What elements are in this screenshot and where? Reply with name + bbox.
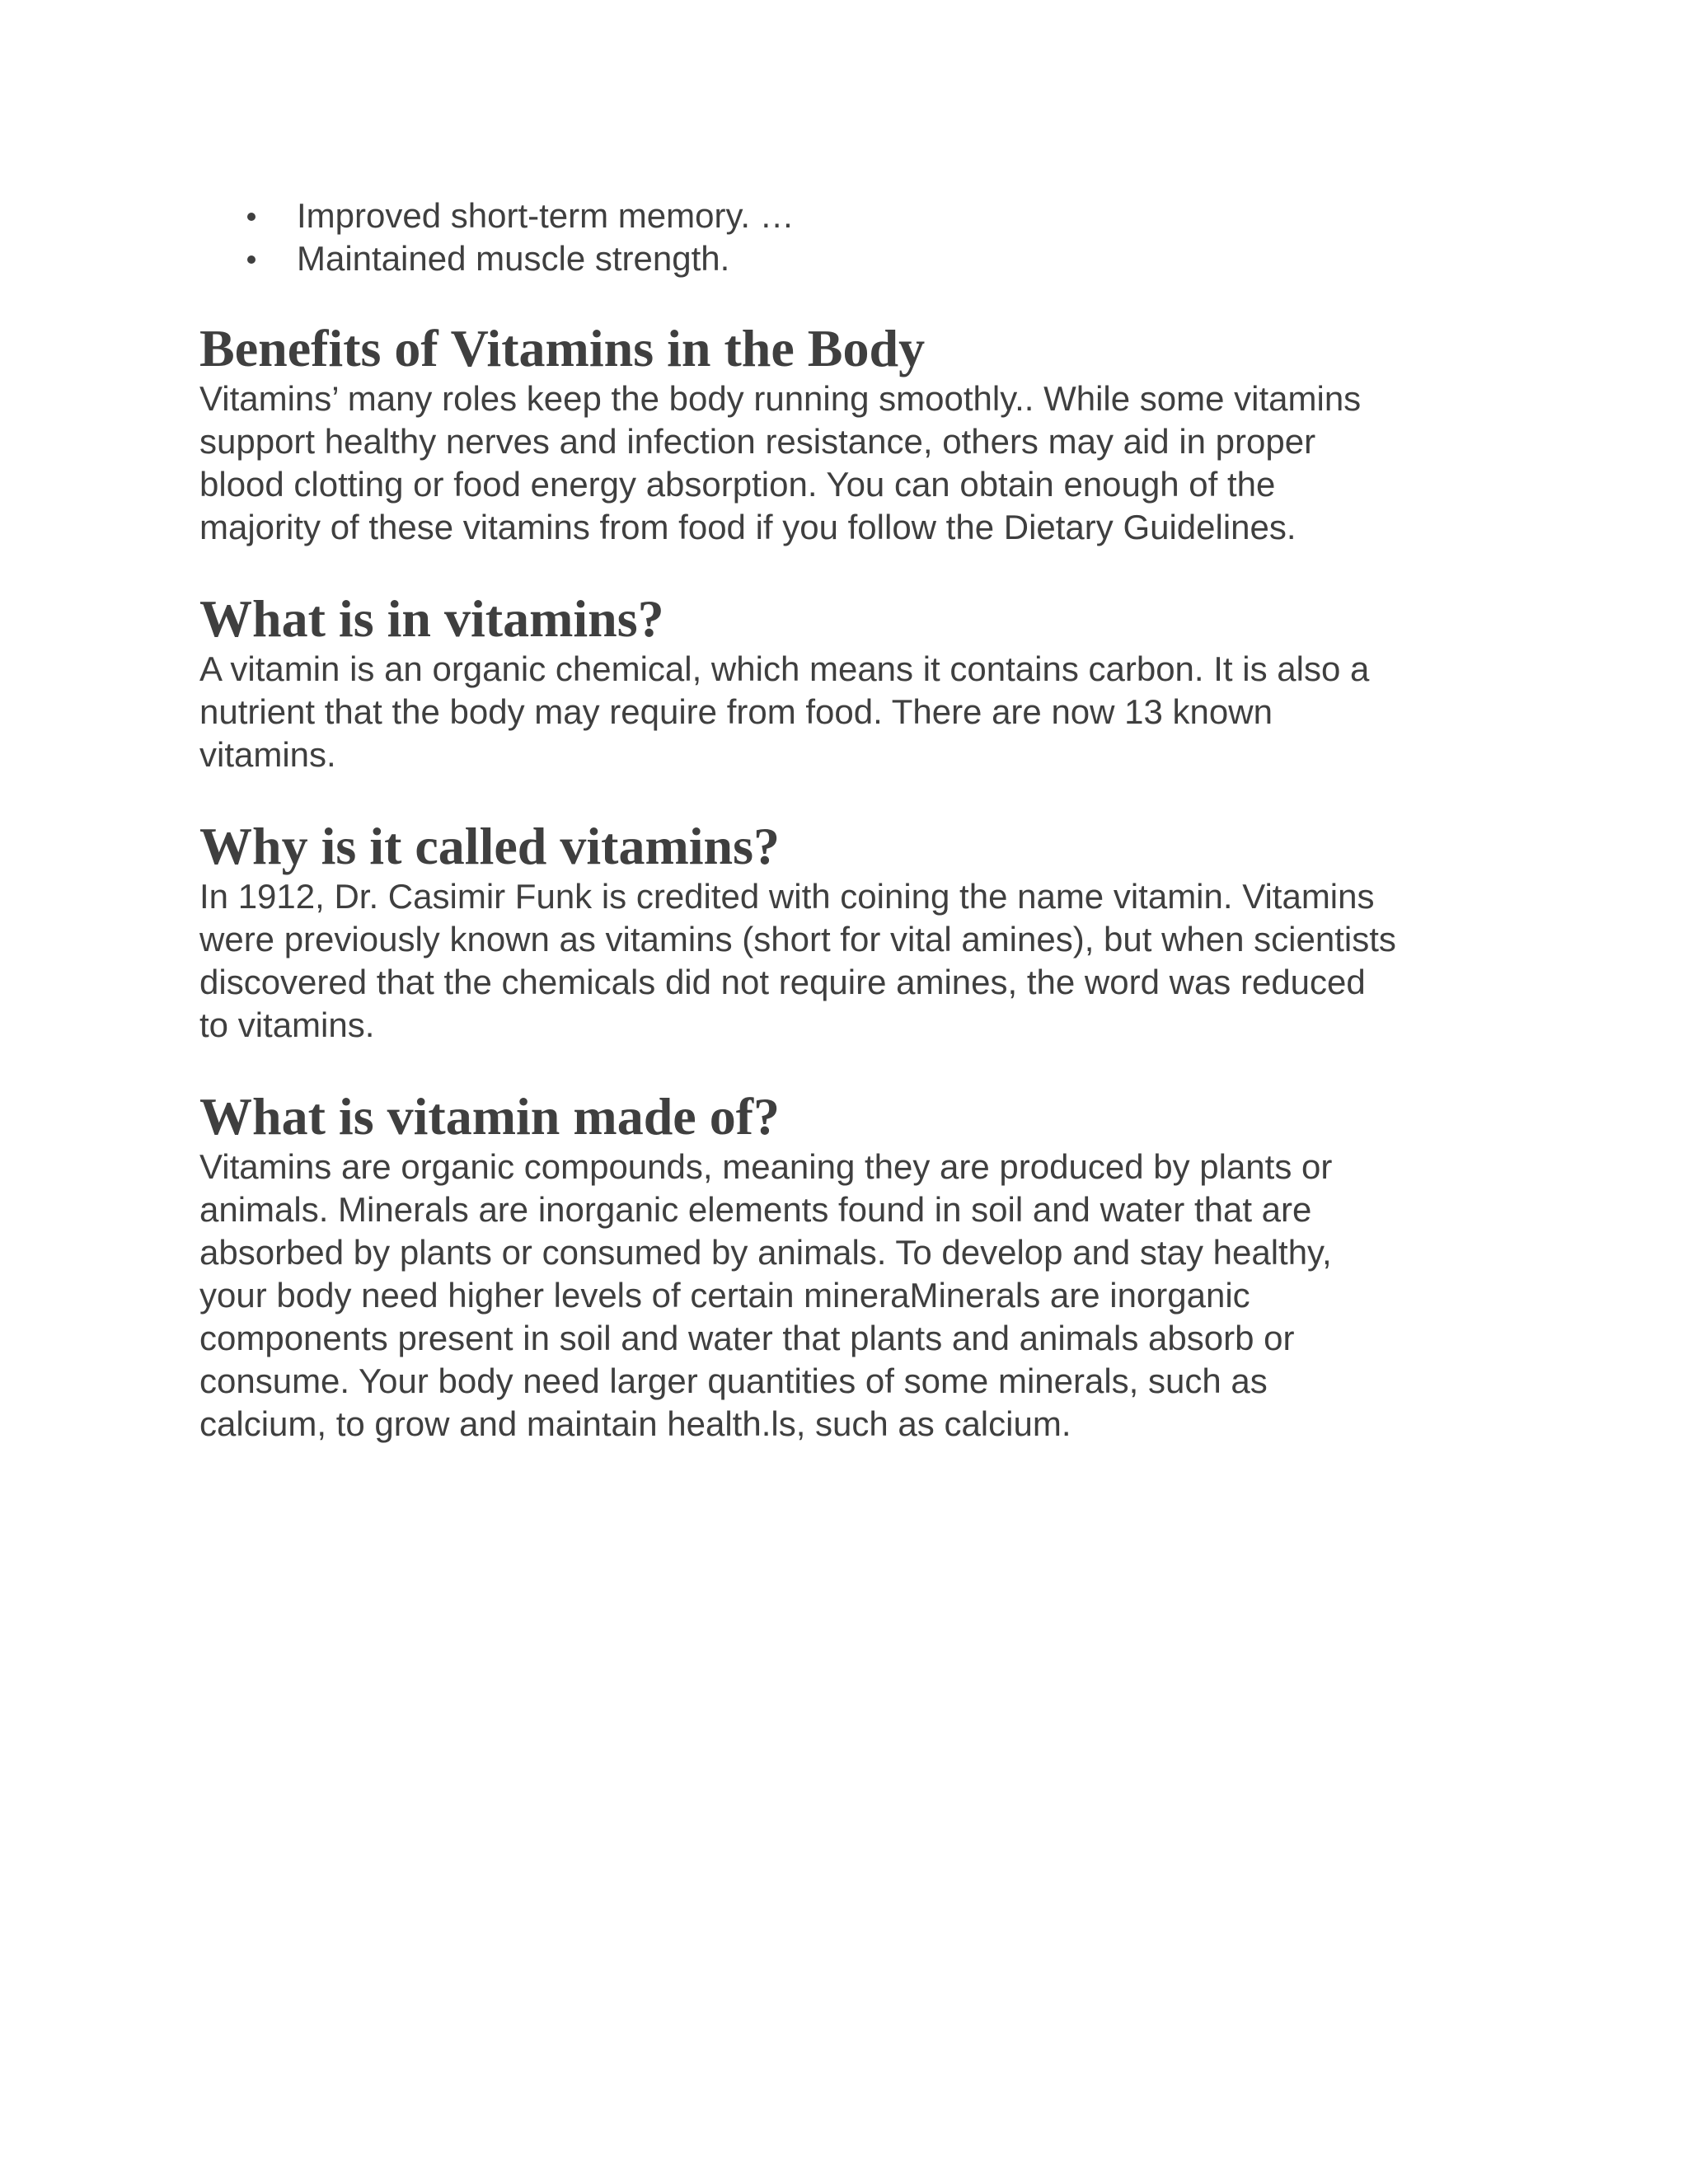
paragraph-line: A vitamin is an organic chemical, which means it contains carbon. It is also a: [199, 649, 1370, 688]
section-what-vitamin-made-of: [199, 1088, 1502, 1446]
paragraph-line: In 1912, Dr. Casimir Funk is credited with coining the name vitamin. Vitamins: [199, 877, 1375, 916]
paragraph-line: your body need higher levels of certain mineraMinerals are inorganic: [199, 1276, 1250, 1315]
section-heading: What is in vitamins?: [199, 589, 664, 648]
paragraph-line: were previously known as vitamins (short for vital amines), but when scientists: [199, 920, 1396, 958]
paragraph-line: vitamins.: [199, 735, 336, 774]
section-paragraph: [199, 875, 1502, 1047]
section-heading: Why is it called vitamins?: [199, 817, 781, 875]
list-item-text: Improved short-term memory. …: [297, 196, 795, 235]
paragraph-line: Vitamins’ many roles keep the body running smoothly.. While some vitamins: [199, 379, 1362, 418]
paragraph-line: consume. Your body need larger quantities of some minerals, such as: [199, 1361, 1268, 1400]
document-body: [199, 194, 1502, 1446]
list-item: [199, 237, 1502, 280]
paragraph-line: calcium, to grow and maintain health.ls, such as calcium.: [199, 1404, 1071, 1443]
benefits-bullet-list: [199, 194, 1502, 280]
paragraph-line: components present in soil and water that plants and animals absorb or: [199, 1319, 1295, 1357]
list-item: [199, 194, 1502, 237]
paragraph-line: support healthy nerves and infection resistance, others may aid in proper: [199, 422, 1316, 461]
section-paragraph: [199, 648, 1502, 776]
section-paragraph: [199, 1146, 1502, 1446]
bullet-icon: [247, 255, 256, 264]
section-why-called-vitamins: [199, 818, 1502, 1047]
paragraph-line: discovered that the chemicals did not require amines, the word was reduced: [199, 963, 1366, 1001]
paragraph-line: to vitamins.: [199, 1005, 375, 1044]
section-heading: What is vitamin made of?: [199, 1087, 780, 1146]
paragraph-line: nutrient that the body may require from food. There are now 13 known: [199, 692, 1273, 731]
section-heading: Benefits of Vitamins in the Body: [199, 319, 926, 377]
bullet-icon: [247, 213, 256, 221]
section-what-is-in-vitamins: [199, 590, 1502, 776]
paragraph-line: blood clotting or food energy absorption. You can obtain enough of the: [199, 465, 1276, 504]
section-benefits: [199, 320, 1502, 549]
paragraph-line: animals. Minerals are inorganic elements found in soil and water that are: [199, 1190, 1312, 1229]
paragraph-line: Vitamins are organic compounds, meaning they are produced by plants or: [199, 1147, 1333, 1186]
paragraph-line: majority of these vitamins from food if you follow the Dietary Guidelines.: [199, 508, 1296, 546]
section-paragraph: [199, 377, 1502, 549]
list-item-text: Maintained muscle strength.: [297, 239, 730, 278]
paragraph-line: absorbed by plants or consumed by animals. To develop and stay healthy,: [199, 1233, 1332, 1272]
